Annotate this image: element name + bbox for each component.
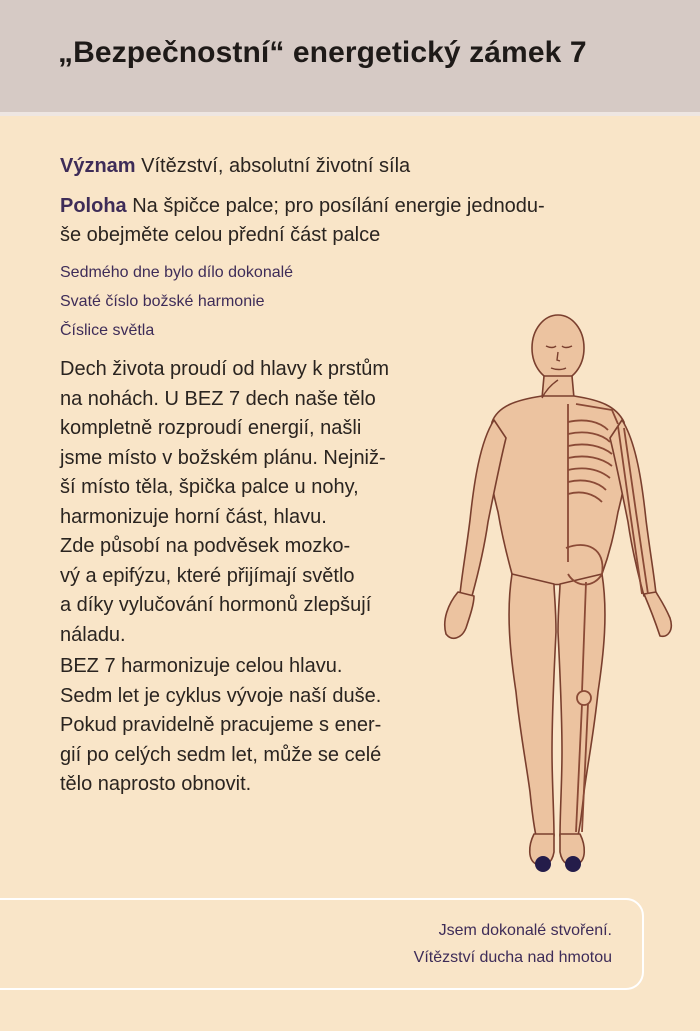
paragraph-1-line: vý a epifýzu, které přijímají světlo (60, 564, 355, 587)
figure-torso (489, 396, 627, 585)
affirmation-line-2: Vítězství ducha nad hmotou (413, 949, 612, 966)
anatomy-figure (436, 312, 676, 880)
position-line-1 (60, 195, 545, 218)
paragraph-1-line: ší místo těla, špička palce u nohy, (60, 476, 359, 498)
subtitle-2: Svaté číslo božské harmonie (60, 293, 265, 310)
paragraph-1-line: harmonizuje horní část, hlavu. (60, 505, 327, 528)
paragraph-2-line: Sedm let je cyklus vývoje naší duše. (60, 684, 382, 707)
paragraph-1-line: kompletně rozproudí energií, našli (60, 417, 362, 439)
paragraph-1-line: Dech života proudí od hlavy k prstům (60, 358, 390, 380)
page-header (0, 0, 700, 116)
subtitle-1: Sedmého dne bylo dílo dokonalé (60, 264, 294, 281)
page-title: „Bezpečnostní“ energetický zámek 7 (58, 36, 587, 69)
paragraph-2-line: Pokud pravidelně pracujeme s ener- (60, 714, 382, 736)
paragraph-2-line: tělo naprosto obnovit. (60, 773, 252, 795)
paragraph-2-line: gií po celých sedm let, může se celé (60, 743, 382, 766)
position-text-1: Na špičce palce; pro posílání energie jednodu- (132, 195, 545, 217)
affirmation-box (0, 898, 644, 990)
figure-leg-left (509, 574, 556, 836)
paragraph-1-line: jsme místo v božském plánu. Nejniž- (60, 446, 386, 469)
meaning-line (60, 155, 410, 178)
figure-hand-right (644, 592, 671, 636)
paragraph-2-line: BEZ 7 harmonizuje celou hlavu. (60, 655, 343, 677)
position-line-2: še obejměte celou přední část palce (60, 224, 381, 246)
meaning-text: Vítězství, absolutní životní síla (141, 155, 411, 177)
subtitle-3: Číslice světla (60, 322, 155, 339)
paragraph-1-line: a díky vylučování hormonů zlepšují (60, 594, 372, 616)
meaning-label: Význam (60, 155, 136, 177)
position-label: Poloha (60, 195, 127, 217)
figure-neck (542, 376, 574, 398)
paragraph-1 (60, 355, 460, 650)
energy-point-right-toe (565, 856, 581, 872)
figure-head (532, 315, 584, 381)
paragraph-1-line: náladu. (60, 623, 126, 646)
paragraph-1-line: Zde působí na podvěsek mozko- (60, 535, 351, 557)
paragraph-2 (60, 652, 460, 800)
energy-point-left-toe (535, 856, 551, 872)
figure-hand-left (445, 592, 474, 638)
affirmation-line-1: Jsem dokonalé stvoření. (438, 922, 612, 939)
paragraph-1-line: na nohách. U BEZ 7 dech naše tělo (60, 387, 376, 410)
